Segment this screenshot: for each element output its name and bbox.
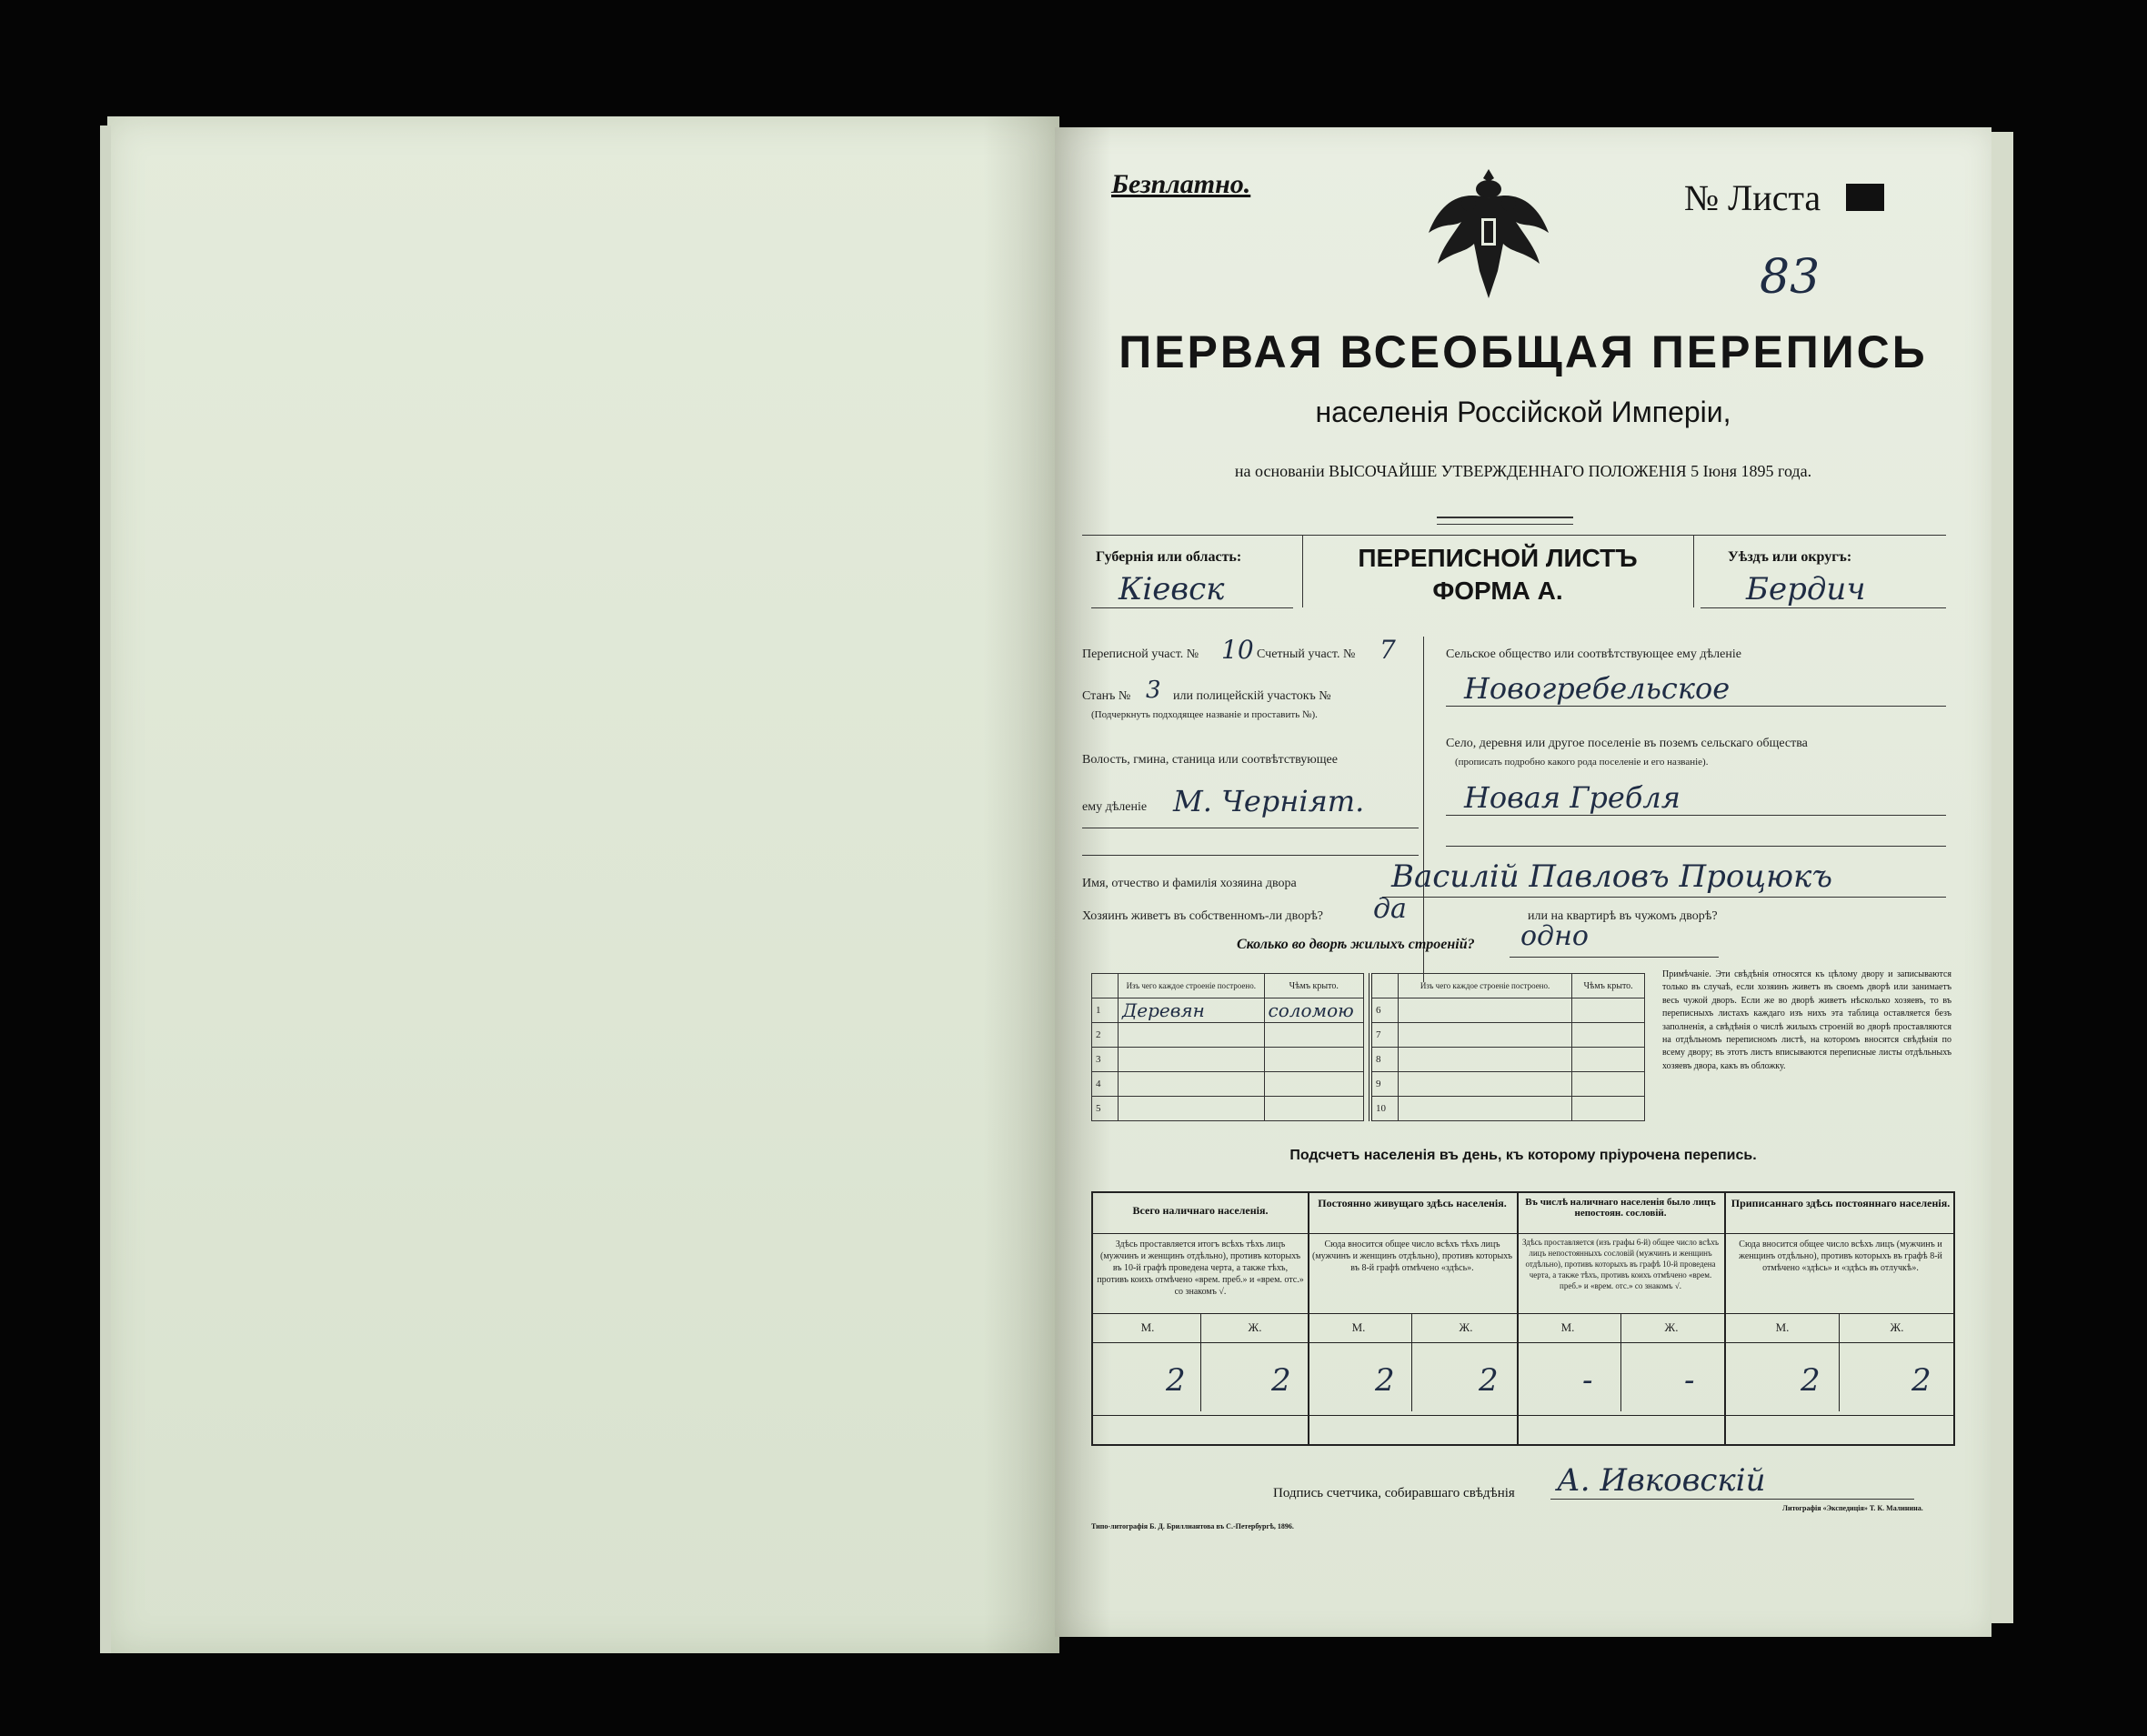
tally-text-registered: Сюда вносится общее число всѣхъ лицъ (мужчинъ и женщинъ отдѣльно), противъ которыхъ въ графѣ 8-й отмѣчено «здѣсь» и «здѣсь въ отлучкѣ». xyxy=(1739,1239,1942,1273)
material-cell xyxy=(1119,1048,1265,1072)
tally-col-divider xyxy=(1308,1193,1309,1444)
own-yard-value: да xyxy=(1373,893,1407,925)
material-cell: Деревян xyxy=(1119,998,1265,1023)
male-label: М. xyxy=(1560,1320,1575,1334)
male-label: М. xyxy=(1140,1320,1155,1334)
redaction-block xyxy=(1846,184,1884,211)
material-cell xyxy=(1119,1072,1265,1097)
volost-value: М. Черніят. xyxy=(1173,784,1365,818)
society-value: Новогребельское xyxy=(1464,671,1731,706)
material-cell xyxy=(1119,1023,1265,1048)
row-number: 8 xyxy=(1370,1048,1399,1072)
village-underline-2 xyxy=(1446,846,1946,847)
buildings-underline xyxy=(1510,957,1719,958)
roof-cell xyxy=(1264,1048,1363,1072)
volost-underline-2 xyxy=(1082,855,1419,856)
village-value: Новая Гребля xyxy=(1464,780,1680,815)
signature-value: А. Ивковскій xyxy=(1557,1462,1766,1499)
nonpermanent-female-count: - xyxy=(1684,1362,1695,1399)
row-number: 1 xyxy=(1092,998,1119,1023)
signature-label: Подпись счетчика, собиравшаго свѣдѣнія xyxy=(1273,1486,1515,1500)
tally-text-nonpermanent: Здѣсь проставляется (изъ графы 6-й) общее число всѣхъ лицъ непостоянныхъ сословій (мужчинъ и женщинъ отдѣльно), противъ которыхъ въ графѣ 10-й проведена черта, а также тѣхъ, противъ коихъ отмѣчено «врем. преб.» и «врем. отс.» со знакомъ √. xyxy=(1521,1238,1720,1290)
row-number: 3 xyxy=(1092,1048,1119,1072)
counting-section-value: 7 xyxy=(1379,635,1396,665)
stan-label: Станъ № xyxy=(1082,689,1131,703)
roof-cell: соломою xyxy=(1264,998,1363,1023)
counting-section-label: Счетный участ. № xyxy=(1257,647,1356,661)
legal-basis: на основаніи ВЫСОЧАЙШЕ УТВЕРЖДЕННАГО ПОЛОЖЕНІЯ 5 Іюня 1895 года. xyxy=(1234,462,1812,480)
police-note: (Подчеркнуть подходящее названіе и проставить №). xyxy=(1091,709,1318,720)
buildings-value: одно xyxy=(1520,920,1589,952)
note-paragraph: Примѣчаніе. Эти свѣдѣнія относятся къ цѣлому двору и записываются только въ случаѣ, если хозяинъ живетъ въ своемъ дворѣ или занимаетъ весь чужой дворъ. Если же во дворѣ живетъ нѣсколько хозяевъ, то въ переписныхъ листахъ каждаго изъ нихъ эта таблица оставляется безъ заполненія, а свѣдѣнія о числѣ жилыхъ строеній во дворѣ проставляются на отдѣльномъ переписномъ листѣ, на которомъ вносятся свѣдѣнія по всему двору; въ этотъ листъ вписываются переписные листы отдѣльныхъ хозяевъ двора, какъ въ обложку. xyxy=(1662,969,1951,1071)
gubernia-value: Кіевск xyxy=(1119,571,1225,607)
female-label: Ж. xyxy=(1248,1320,1262,1334)
double-headed-eagle-emblem xyxy=(1423,162,1555,307)
census-form-page xyxy=(1055,127,1991,1637)
census-section-label: Переписной участ. № xyxy=(1082,647,1199,661)
gubernia-underline xyxy=(1091,607,1293,608)
material-header: Изъ чего каждое строеніе построено. xyxy=(1399,974,1572,998)
rent-label: или на квартирѣ въ чужомъ дворѣ? xyxy=(1528,909,1718,923)
male-label: М. xyxy=(1351,1320,1366,1334)
form-title: ПЕРВАЯ ВСЕОБЩАЯ ПЕРЕПИСЬ xyxy=(1119,326,1928,377)
header-rule xyxy=(1082,535,1946,536)
tally-head-nonpermanent: Въ числѣ наличнаго населенія было лицъ непостоян. сословій. xyxy=(1525,1197,1716,1219)
police-label: или полицейскій участокъ № xyxy=(1173,689,1331,703)
imprint-right: Литографія «Экспедиція» Т. К. Малинина. xyxy=(1782,1504,1923,1512)
permanent-male-count: 2 xyxy=(1375,1362,1395,1399)
village-note: (прописать подробно какого рода поселеніе и его названіе). xyxy=(1455,757,1709,768)
tally-head-total: Всего наличнаго населенія. xyxy=(1132,1204,1269,1217)
female-label: Ж. xyxy=(1890,1320,1904,1334)
tally-row-divider xyxy=(1093,1233,1953,1234)
imprint-left: Типо-литографія Б. Д. Бриллиантова въ С.-Петербургѣ, 1896. xyxy=(1091,1522,1294,1530)
volost-label-2: ему дѣленіе xyxy=(1082,800,1148,814)
uezd-value: Бердич xyxy=(1746,571,1866,607)
registered-male-count: 2 xyxy=(1801,1362,1821,1399)
permanent-female-count: 2 xyxy=(1479,1362,1499,1399)
society-label: Сельское общество или соотвѣтствующее ему дѣленіе xyxy=(1446,647,1741,661)
row-number: 7 xyxy=(1370,1023,1399,1048)
roof-cell xyxy=(1264,1023,1363,1048)
stan-value: 3 xyxy=(1146,677,1161,704)
sheet-title: ПЕРЕПИСНОЙ ЛИСТЪ xyxy=(1358,544,1638,572)
uezd-label: Уѣздъ или округъ: xyxy=(1728,549,1852,565)
volost-label: Волость, гмина, станица или соотвѣтствующее xyxy=(1082,753,1338,767)
tally-row-divider xyxy=(1093,1313,1953,1314)
tally-row-divider xyxy=(1093,1415,1953,1416)
row-number: 6 xyxy=(1370,998,1399,1023)
gubernia-label: Губернія или область: xyxy=(1096,549,1242,565)
tally-table xyxy=(1091,1191,1955,1446)
roof-header: Чѣмъ крыто. xyxy=(1572,974,1645,998)
village-underline xyxy=(1446,815,1946,816)
material-cell xyxy=(1119,1097,1265,1121)
tally-sub-divider xyxy=(1839,1313,1840,1411)
tally-head-registered: Приписаннаго здѣсь постояннаго населенія. xyxy=(1731,1197,1951,1209)
uezd-underline xyxy=(1701,607,1946,608)
male-label: М. xyxy=(1775,1320,1790,1334)
page-stack-edge xyxy=(1991,132,2013,1623)
ornament-divider xyxy=(1437,517,1573,525)
sheet-number-value: 83 xyxy=(1760,250,1821,305)
roof-header: Чѣмъ крыто. xyxy=(1264,974,1363,998)
buildings-label: Сколько во дворѣ жилыхъ строеній? xyxy=(1237,937,1475,952)
roof-cell xyxy=(1264,1072,1363,1097)
roof-cell xyxy=(1264,1097,1363,1121)
left-blank-page xyxy=(107,116,1059,1653)
total-female-count: 2 xyxy=(1271,1362,1291,1399)
registered-female-count: 2 xyxy=(1911,1362,1931,1399)
owner-label: Имя, отчество и фамилія хозяина двора xyxy=(1082,877,1297,890)
total-male-count: 2 xyxy=(1166,1362,1186,1399)
buildings-table-left xyxy=(1091,973,1364,1121)
signature-underline xyxy=(1550,1499,1914,1500)
female-label: Ж. xyxy=(1459,1320,1473,1334)
tally-heading: Подсчетъ населенія въ день, къ которому пріурочена перепись. xyxy=(1289,1148,1757,1163)
row-number: 9 xyxy=(1370,1072,1399,1097)
material-header: Изъ чего каждое строеніе построено. xyxy=(1119,974,1265,998)
free-label: Безплатно. xyxy=(1111,169,1251,199)
tally-head-permanent: Постоянно живущаго здѣсь населенія. xyxy=(1318,1197,1507,1209)
owner-underline xyxy=(1382,897,1946,898)
tally-row-divider xyxy=(1093,1342,1953,1343)
tally-sub-divider xyxy=(1620,1313,1621,1411)
census-section-value: 10 xyxy=(1221,635,1254,665)
fields-divider xyxy=(1423,637,1424,982)
row-number: 4 xyxy=(1092,1072,1119,1097)
village-label: Село, деревня или другое поселеніе въ поземъ сельскаго общества xyxy=(1446,737,1808,750)
tally-text-permanent: Сюда вносится общее число всѣхъ тѣхъ лицъ (мужчинъ и женщинъ отдѣльно), противъ которыхъ въ 8-й графѣ отмѣчено «здѣсь». xyxy=(1312,1239,1512,1273)
sheet-form: ФОРМА А. xyxy=(1432,577,1563,605)
own-yard-label: Хозяинъ живетъ въ собственномъ-ли дворѣ? xyxy=(1082,909,1324,923)
row-number: 5 xyxy=(1092,1097,1119,1121)
nonpermanent-male-count: - xyxy=(1582,1362,1593,1399)
tally-col-divider xyxy=(1724,1193,1726,1444)
tally-sub-divider xyxy=(1411,1313,1412,1411)
tally-col-divider xyxy=(1517,1193,1519,1444)
tally-sub-divider xyxy=(1200,1313,1201,1411)
row-number: 2 xyxy=(1092,1023,1119,1048)
form-subtitle: населенія Россійской Имперіи, xyxy=(1315,396,1731,428)
row-number: 10 xyxy=(1370,1097,1399,1121)
society-underline xyxy=(1446,706,1946,707)
female-label: Ж. xyxy=(1664,1320,1679,1334)
buildings-table-right xyxy=(1369,973,1645,1121)
header-divider-right xyxy=(1693,535,1694,607)
sheet-number-label: № Листа xyxy=(1684,177,1821,218)
owner-value: Василій Павловъ Процюкъ xyxy=(1391,858,1833,895)
tally-text-total: Здѣсь проставляется итогъ всѣхъ тѣхъ лицъ (мужчинъ и женщинъ отдѣльно), противъ которыхъ въ 10-й графѣ проведена черта, а также тѣхъ, противъ коихъ отмѣчено «врем. преб.» и «врем. отс.» со знакомъ √. xyxy=(1097,1239,1304,1297)
